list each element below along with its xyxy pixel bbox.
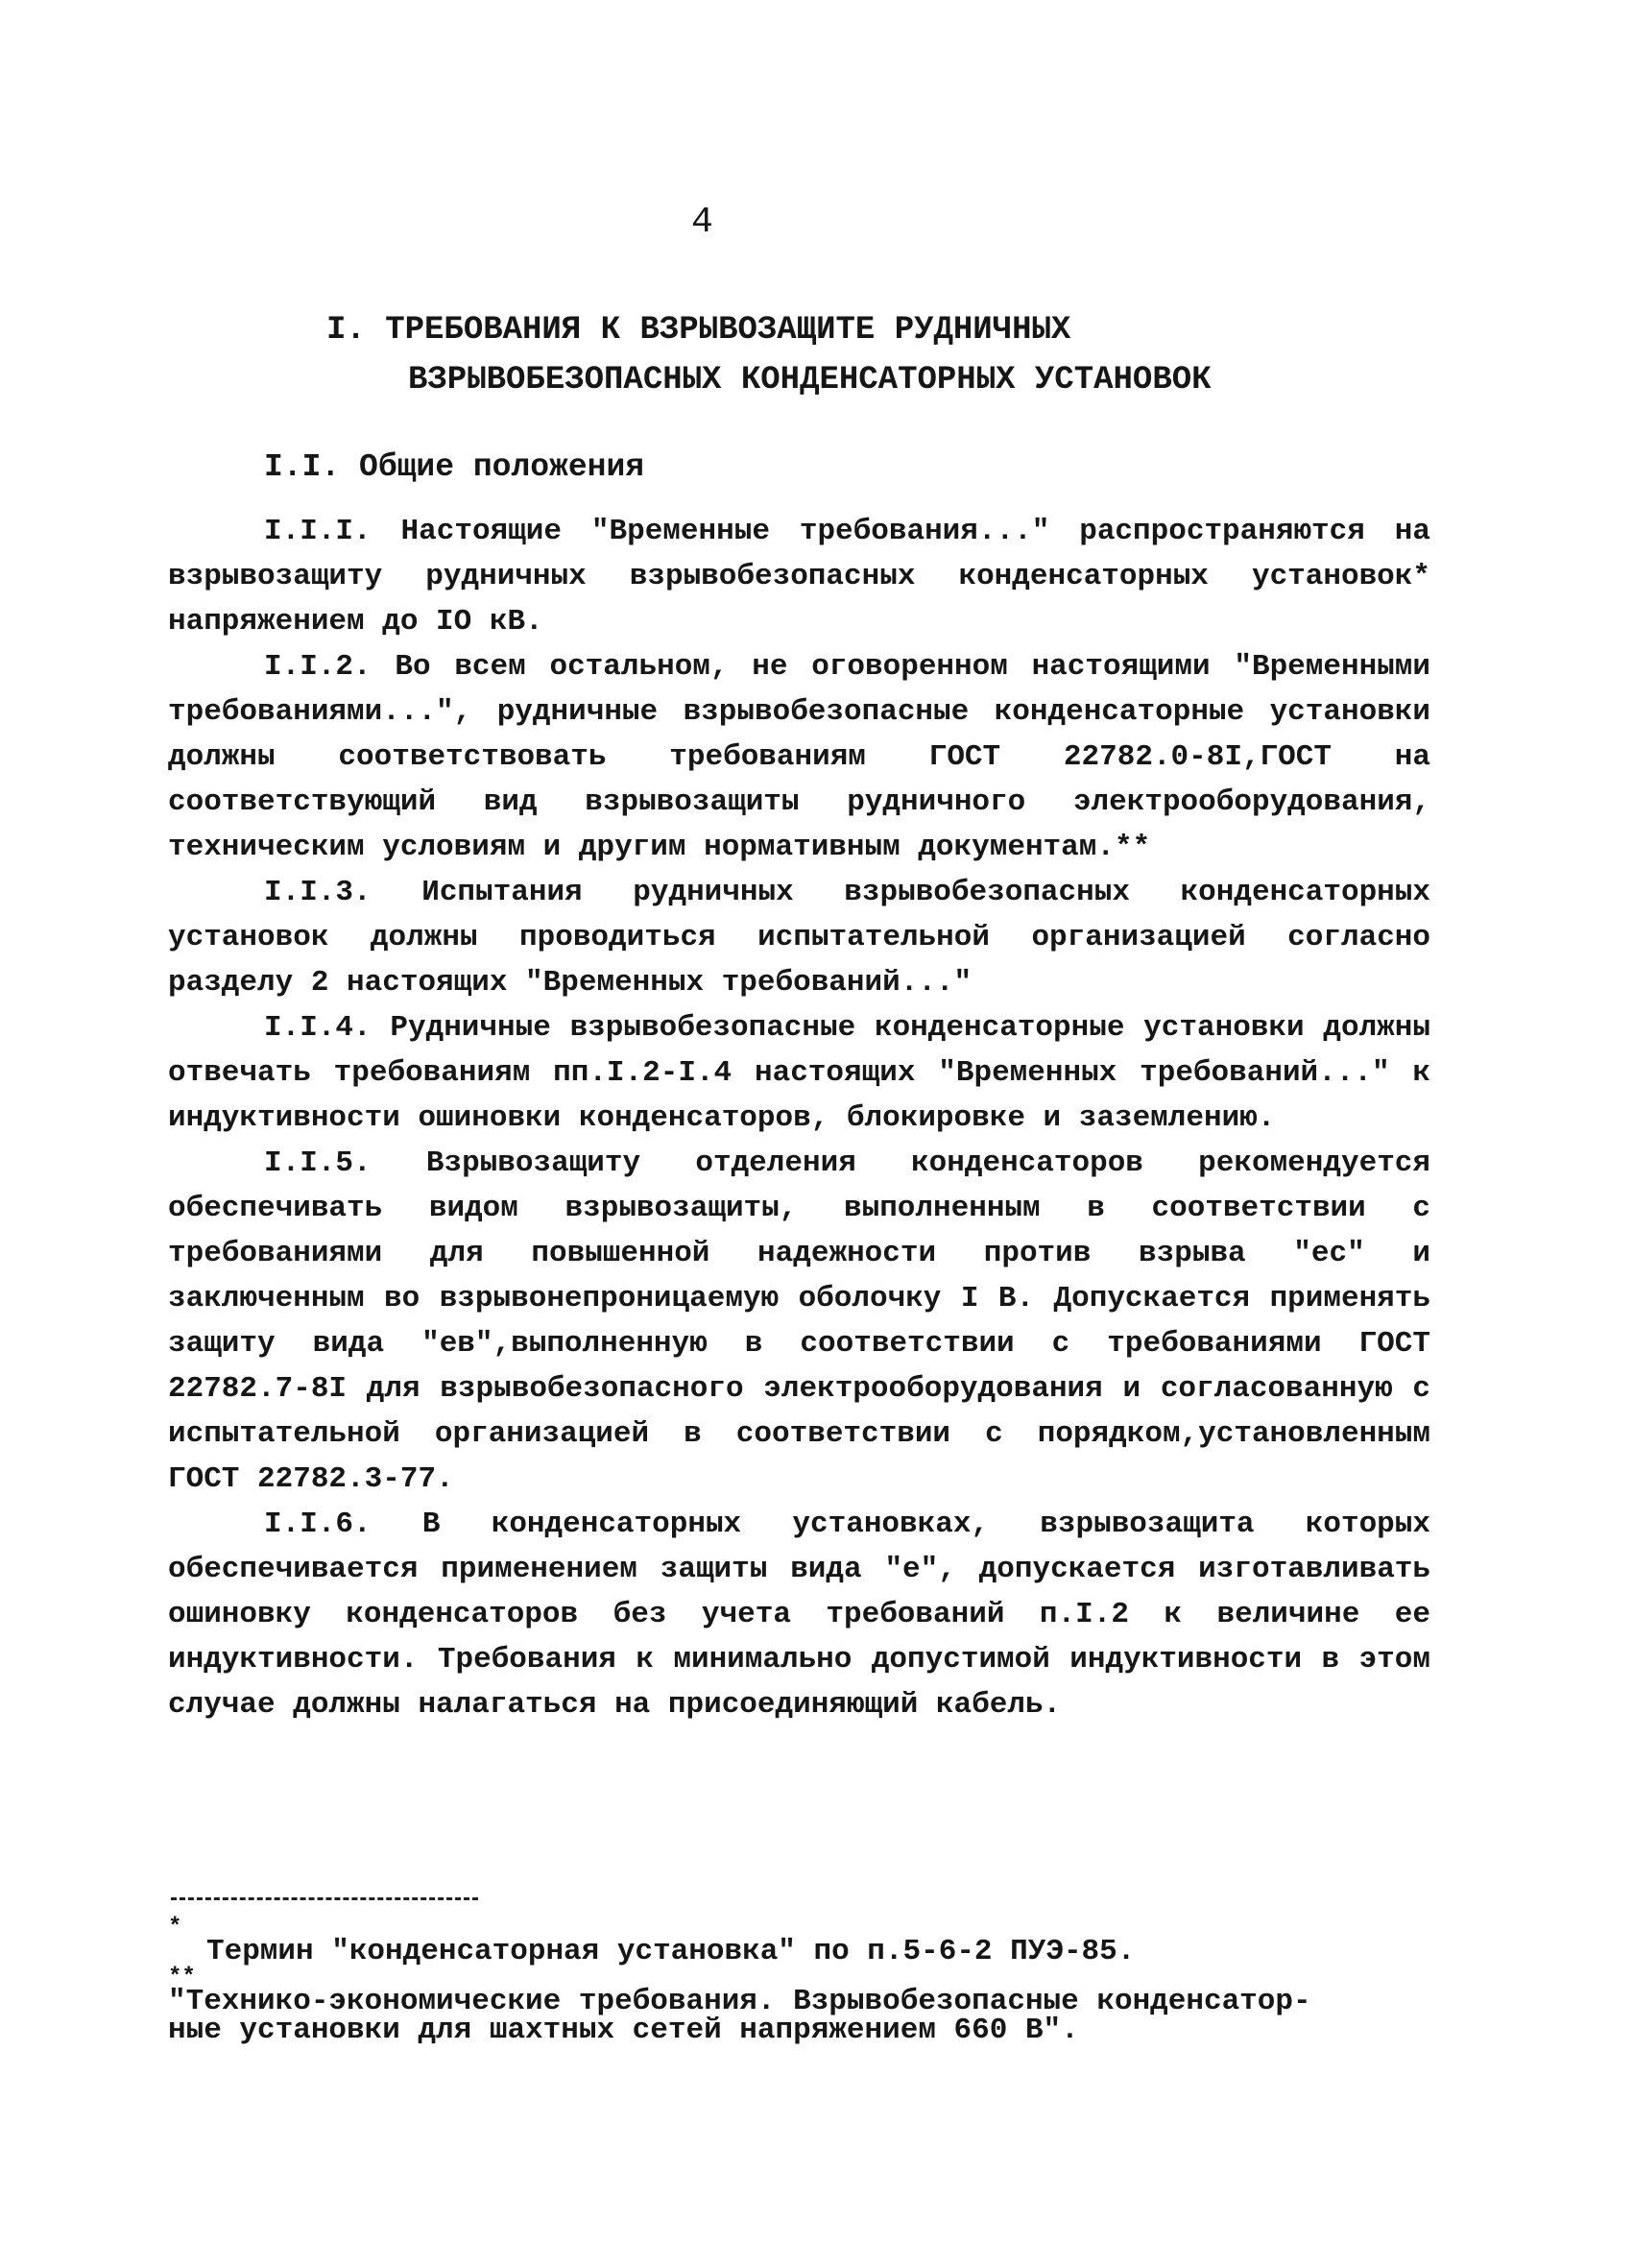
footnote-1-mark: * [168,1915,182,1941]
page-number: 4 [691,202,713,243]
footnote-2-text-line2: ные установки для шахтных сетей напряжением 660 В". [168,2014,1079,2047]
footnote-2-text-line1: "Технико-экономические требования. Взрывобезопасные конденсатор- [168,1985,1311,2018]
paragraph-1-1-6: I.I.6. В конденсаторных установках, взрывозащита которых обеспечивается применением защиты вида "е", допускается изготавливать ошиновку конденсаторов без учета требований п.I.2 к величине ее индуктивности. Требования к минимально допустимой индуктивности в этом случае должны налагаться на присоединяющий кабель. [168,1508,1430,1722]
footnote-2 [168,1965,1454,2047]
paragraph-1-1-2: I.I.2. Во всем остальном, не оговоренном настоящими "Временными требованиями...", рудничные взрывобезопасные конденсаторные установки должны соответствовать требованиям ГОСТ 22782.0-8I,ГОСТ на соответствующий вид взрывозащиты рудничного электрооборудования, техническим условиям и другим нормативным документам.** [168,650,1430,864]
footnote-separator [171,1897,478,1900]
section-heading-line1: I. ТРЕБОВАНИЯ К ВЗРЫВОЗАЩИТЕ РУДНИЧНЫХ [326,312,1071,349]
footnote-1-text: Термин "конденсаторная установка" по п.5-6-2 ПУЭ-85. [206,1935,1136,1968]
section-heading [326,305,1212,405]
section-heading-line2: ВЗРЫВОБЕЗОПАСНЫХ КОНДЕНСАТОРНЫХ УСТАНОВОК [408,362,1212,398]
footnote-1 [168,1915,1454,1968]
paragraph-1-1-3: I.I.3. Испытания рудничных взрывобезопасных конденсаторных установок должны проводиться испытательной организацией согласно разделу 2 настоящих "Временных требований..." [168,876,1430,1000]
paragraph-1-1-4: I.I.4. Рудничные взрывобезопасные конденсаторные установки должны отвечать требованиям пп.I.2-I.4 настоящих "Временных требований..." к индуктивности ошиновки конденсаторов, блокировке и заземлению. [168,1011,1430,1135]
subsection-heading: I.I. Общие положения [264,449,645,485]
paragraph-1-1-1: I.I.I. Настоящие "Временные требования..." распространяются на взрывозащиту рудничных взрывобезопасных конденсаторных установок* напряжением до IO кВ. [168,515,1430,639]
paragraph-1-1-5: I.I.5. Взрывозащиту отделения конденсаторов рекомендуется обеспечивать видом взрывозащиты, выполненным в соответствии с требованиями для повышенной надежности против взрыва "ес" и заключенным во взрывонепроницаемую оболочку I В. Допускается применять защиту вида "ев",выполненную в соответствии с требованиями ГОСТ 22782.7-8I для взрывобезопасного электрооборудования и согласованную с испытательной организацией в соответствии с порядком,установленным ГОСТ 22782.3-77. [168,1146,1430,1496]
footnote-2-mark: ** [168,1965,196,1991]
body-text [168,509,1430,1727]
